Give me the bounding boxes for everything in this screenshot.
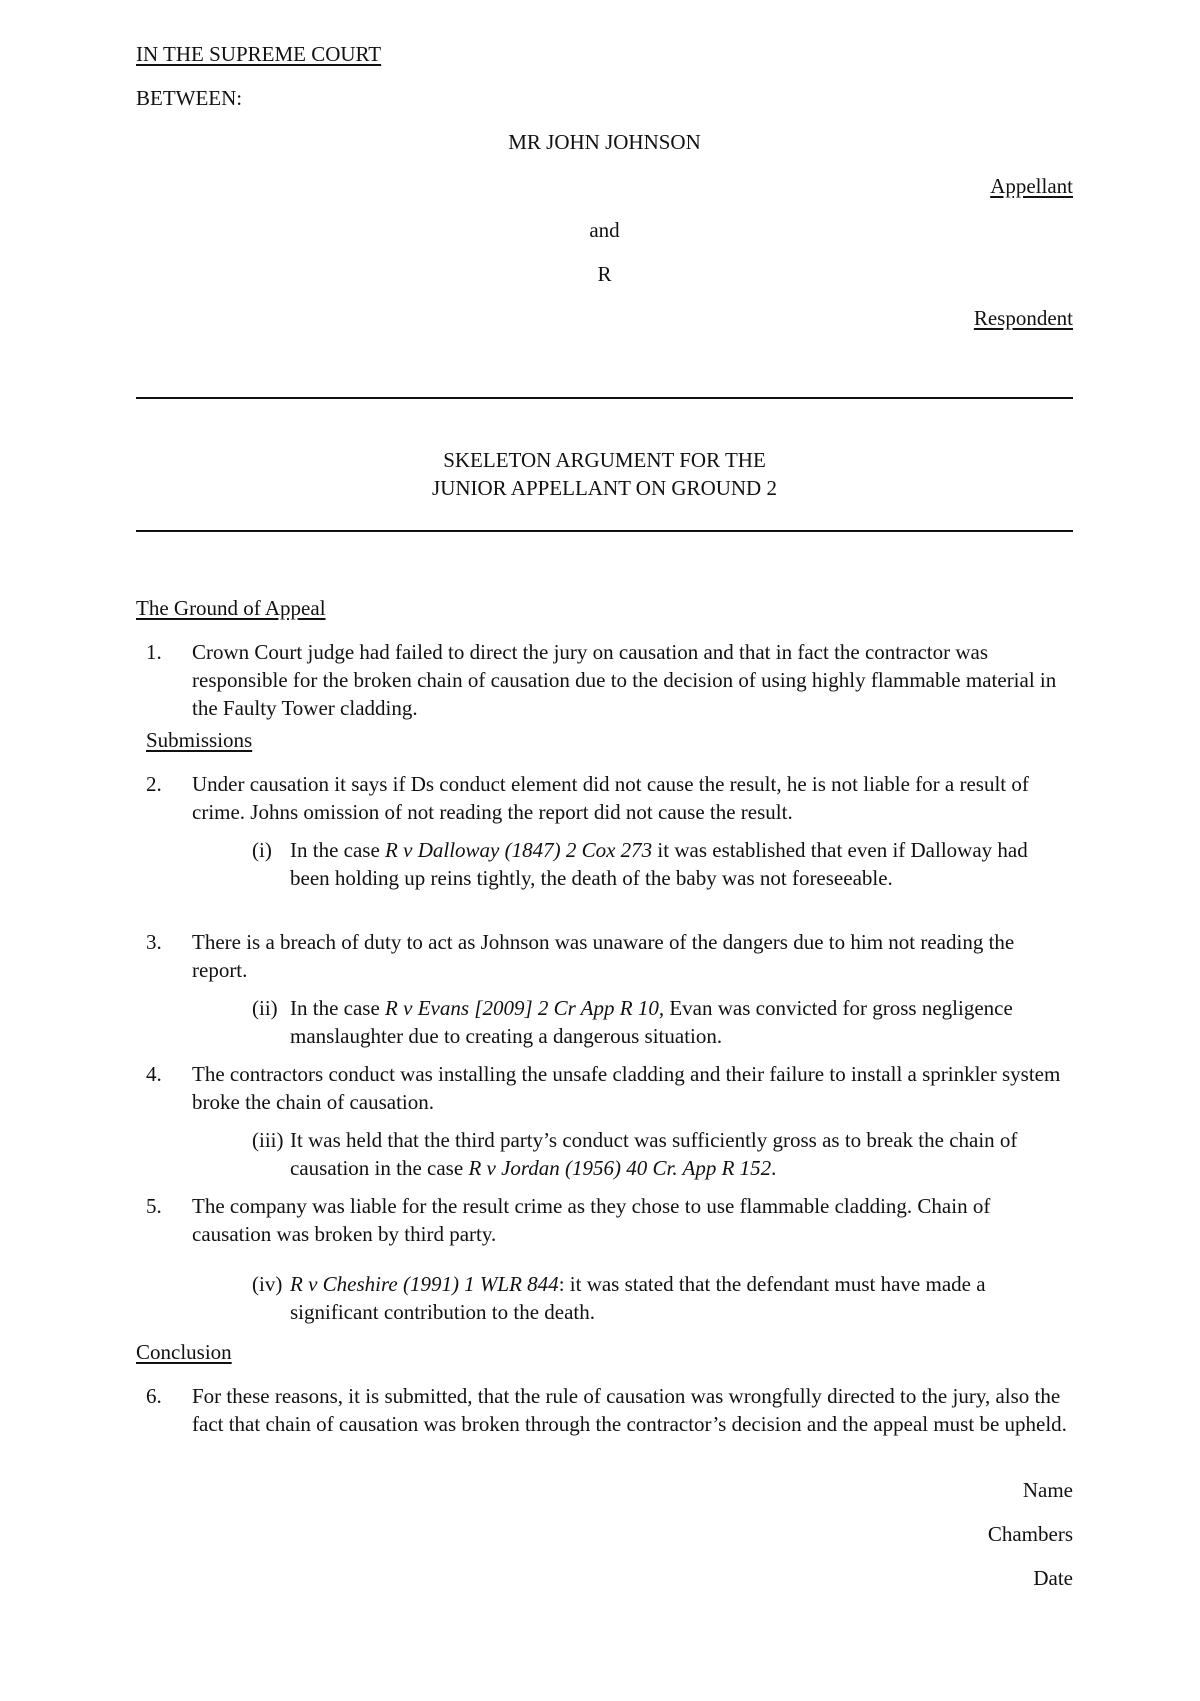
paragraph-number: 4. bbox=[146, 1062, 162, 1086]
section-conclusion-heading: Conclusion bbox=[136, 1340, 232, 1364]
appellant-label: Appellant bbox=[990, 174, 1073, 198]
signature-name: Name bbox=[1022, 1478, 1073, 1502]
subpoint-text: R v Cheshire (1991) 1 WLR 844: it was stated that the defendant must have made a significant contribution to the death. bbox=[290, 1272, 986, 1324]
paragraph-number: 5. bbox=[146, 1194, 162, 1218]
title-line-2: JUNIOR APPELLANT ON GROUND 2 bbox=[432, 476, 777, 500]
respondent-label: Respondent bbox=[973, 306, 1073, 330]
case-citation: R v Jordan (1956) 40 Cr. App R 152 bbox=[468, 1156, 772, 1180]
paragraph-text: The company was liable for the result crime as they chose to use flammable cladding. Chain of causation was broken by third party. bbox=[192, 1194, 991, 1246]
subpoint-number: (iii) bbox=[252, 1128, 284, 1152]
between-label: BETWEEN: bbox=[136, 86, 243, 110]
subpoint-text: It was held that the third party’s conduct was sufficiently gross as to break the chain of causation in the case R v Jordan (1956) 40 Cr. App R 152. bbox=[290, 1128, 1018, 1180]
paragraph-number: 2. bbox=[146, 772, 162, 796]
subpoint-text: In the case R v Evans [2009] 2 Cr App R 10, Evan was convicted for gross negligence manslaughter due to creating a dangerous situation. bbox=[290, 996, 1013, 1048]
subpoint-number: (ii) bbox=[252, 996, 278, 1020]
subpoint-number: (iv) bbox=[252, 1272, 283, 1296]
section-ground-heading: The Ground of Appeal bbox=[136, 596, 326, 620]
paragraph-number: 3. bbox=[146, 930, 162, 954]
subpoint-number: (i) bbox=[252, 838, 272, 862]
paragraph-text: The contractors conduct was installing the unsafe cladding and their failure to install a sprinkler system broke the chain of causation. bbox=[192, 1062, 1061, 1114]
and-label: and bbox=[589, 218, 620, 242]
paragraph-text: For these reasons, it is submitted, that the rule of causation was wrongfully directed to the jury, also the fact that chain of causation was broken through the contractor’s decision and the appeal must be upheld. bbox=[192, 1384, 1067, 1436]
appellant-name: MR JOHN JOHNSON bbox=[508, 130, 701, 154]
subpoint-text: In the case R v Dalloway (1847) 2 Cox 273 it was established that even if Dalloway had been holding up reins tightly, the death of the baby was not foreseeable. bbox=[290, 838, 1028, 890]
paragraph-text: Crown Court judge had failed to direct the jury on causation and that in fact the contractor was responsible for the broken chain of causation due to the decision of using highly flammable material in the Faulty Tower cladding. bbox=[192, 640, 1057, 720]
signature-date: Date bbox=[1033, 1566, 1073, 1590]
court-heading: IN THE SUPREME COURT bbox=[136, 42, 382, 66]
bottom-rule bbox=[136, 530, 1073, 532]
paragraph-text: There is a breach of duty to act as Johnson was unaware of the dangers due to him not reading the report. bbox=[192, 930, 1015, 982]
case-citation: R v Evans [2009] 2 Cr App R 10, bbox=[385, 996, 665, 1020]
case-citation: R v Cheshire (1991) 1 WLR 844 bbox=[290, 1272, 559, 1296]
top-rule bbox=[136, 397, 1073, 399]
respondent-name: R bbox=[597, 262, 612, 286]
paragraph-number: 1. bbox=[146, 640, 162, 664]
signature-chambers: Chambers bbox=[987, 1522, 1073, 1546]
section-submissions-heading: Submissions bbox=[146, 728, 253, 752]
case-citation: R v Dalloway (1847) 2 Cox 273 bbox=[385, 838, 653, 862]
paragraph-number: 6. bbox=[146, 1384, 162, 1408]
paragraph-text: Under causation it says if Ds conduct element did not cause the result, he is not liable for a result of crime. Johns omission of not reading the report did not cause the result. bbox=[192, 772, 1029, 824]
title-line-1: SKELETON ARGUMENT FOR THE bbox=[443, 448, 766, 472]
